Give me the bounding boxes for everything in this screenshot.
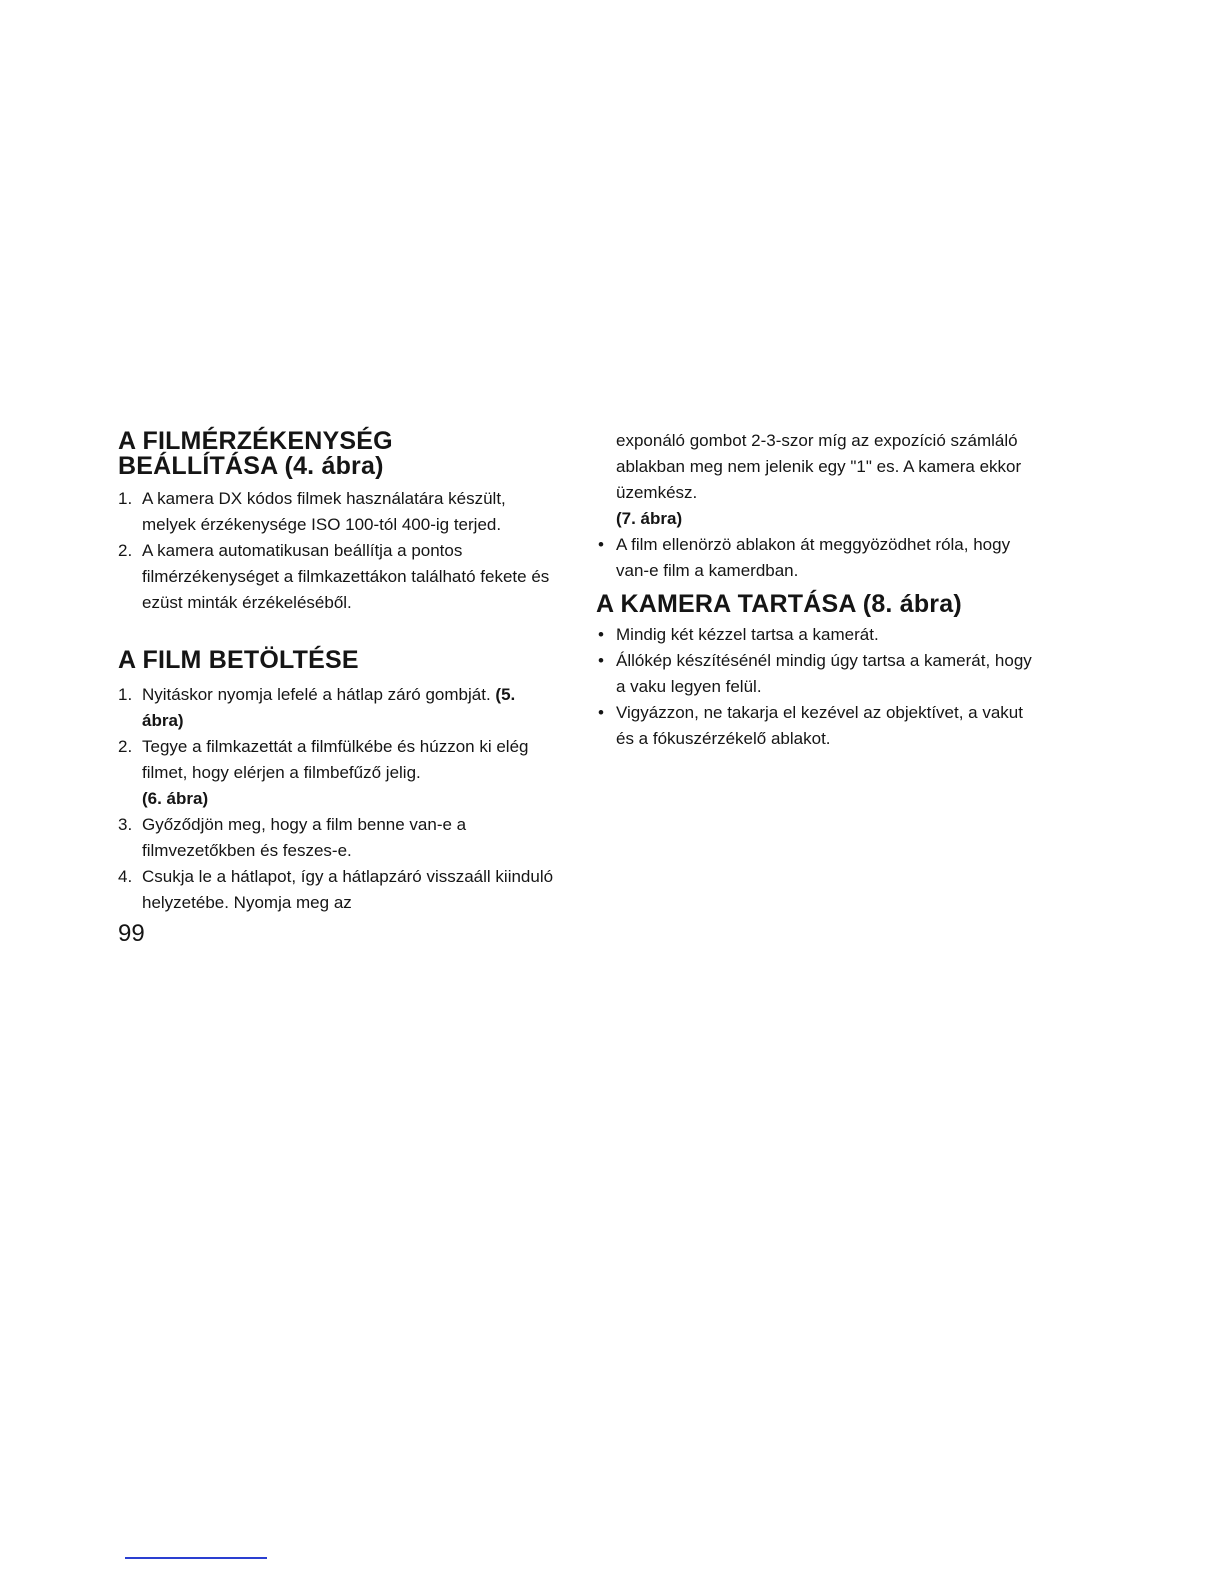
item-text: Nyitáskor nyomja lefelé a hátlap záró gombját. [142,685,491,704]
sensitivity-list [118,486,558,616]
list-item [118,864,558,916]
item-number: 2. [118,541,133,560]
item-text: Csukja le a hátlapot, így a hátlapzáró visszaáll kiinduló helyzetébe. Nyomja meg az [142,867,554,912]
figure-ref: (7. ábra) [616,509,683,528]
holding-list [596,622,1036,752]
item-text: A film ellenörzö ablakon át meggyözödhet róla, hogy van-e film a kamerdban. [616,535,1011,580]
list-item [596,622,1036,648]
list-item [596,648,1036,700]
item-text: Vigyázzon, ne takarja el kezével az objektívet, a vakut és a fókuszérzékelő ablakot. [616,703,1023,748]
bullet-icon: • [598,625,604,644]
loading-list [118,682,558,916]
item-text: exponáló gombot 2-3-szor míg az expozíció számláló ablakban meg nem jelenik egy "1" es. A kamera ekkor üzemkész. [616,431,1022,502]
item-text: A kamera automatikusan beállítja a pontos filmérzékenységet a filmkazettákon található fekete és ezüst minták érzékeléséből. [142,541,550,612]
heading-camera-holding: A KAMERA TARTÁSA (8. ábra) [596,590,962,618]
heading-film-sensitivity [118,429,558,479]
item-number: 1. [118,489,133,508]
item-text: Győződjön meg, hogy a film benne van-e a filmvezetőkben és feszes-e. [142,815,467,860]
item-text: Állókép készítésénél mindig úgy tartsa a kamerát, hogy a vaku legyen felül. [616,651,1032,696]
item-text: Tegye a filmkazettát a filmfülkébe és húzzon ki elég filmet, hogy elérjen a filmbefűző jelig. [142,737,529,782]
item-text: A kamera DX kódos filmek használatára készült, melyek érzékenysége ISO 100-tól 400-ig terjed. [142,489,506,534]
bullet-icon: • [598,651,604,670]
list-item [118,486,558,538]
list-item [596,532,1036,584]
item-number: 3. [118,815,133,834]
item-number: 1. [118,685,133,704]
list-item [118,682,558,734]
heading-film-loading: A FILM BETÖLTÉSE [118,646,359,674]
list-item [118,812,558,864]
item-text: Mindig két kézzel tartsa a kamerát. [616,625,879,644]
continuation-list [596,428,1036,584]
list-item [118,538,558,616]
bullet-icon: • [598,703,604,722]
continuation-text [596,428,1036,532]
footer-rule [125,1557,267,1559]
item-number: 2. [118,737,133,756]
heading-line-1: A FILMÉRZÉKENYSÉG [118,427,393,455]
figure-ref: (5. ábra) [142,685,516,730]
heading-line-2: BEÁLLÍTÁSA (4. ábra) [118,452,384,480]
figure-ref: (6. ábra) [142,789,209,808]
list-item [118,734,558,812]
item-number: 4. [118,867,133,886]
list-item [596,700,1036,752]
page-number: 99 [118,920,145,947]
bullet-icon: • [598,535,604,554]
